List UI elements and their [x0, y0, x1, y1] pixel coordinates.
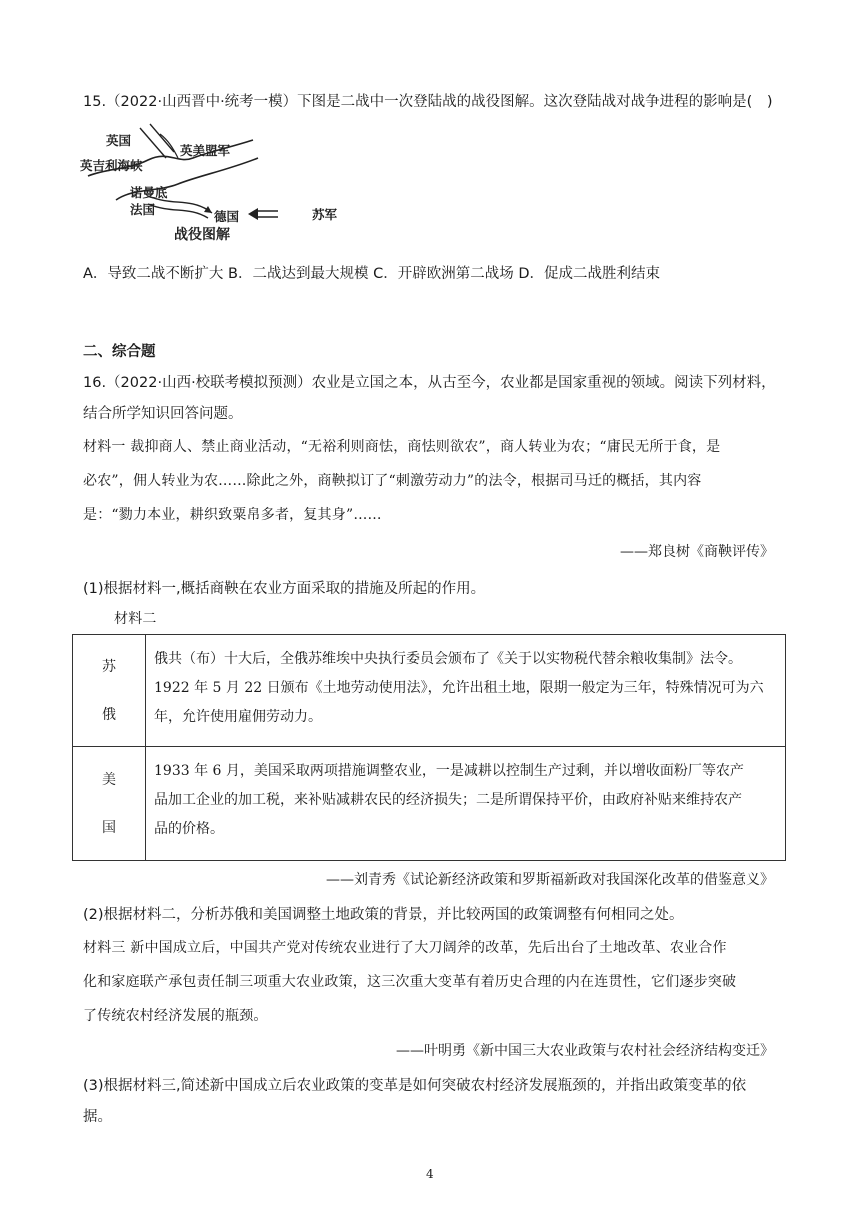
- q16-stem-line1: 16.（2022·山西·校联考模拟预测）农业是立国之本，从古至今，农业都是国家重视的领域。阅读下列材料，: [83, 375, 776, 391]
- label-germany: 德国: [214, 209, 240, 224]
- material3-line1: 材料三 新中国成立后，中国共产党对传统农业进行了大刀阔斧的改革，先后出台了土地改革、农业合作: [83, 940, 727, 956]
- material3-line3: 了传统农村经济发展的瓶颈。: [83, 1008, 268, 1024]
- material1-source: ——郑良树《商鞅评传》: [620, 544, 774, 560]
- section-title: 二、综合题: [83, 344, 156, 360]
- country-char: 国: [102, 819, 116, 836]
- q16-sub2: (2)根据材料二，分析苏俄和美国调整土地政策的背景，并比较两国的政策调整有何相同之处。: [83, 907, 684, 923]
- policy-line: 品的价格。: [154, 821, 224, 837]
- material3-line2: 化和家庭联产承包责任制三项重大农业政策，这三次重大变革有着历史合理的内在连贯性，它们逐步突破: [83, 974, 737, 990]
- label-channel: 英吉利海峡: [80, 158, 143, 173]
- country-cell: [73, 635, 146, 747]
- crossing-arrow-2: [150, 124, 174, 152]
- table-row: [73, 747, 786, 861]
- q16-sub1: (1)根据材料一,概括商鞅在农业方面采取的措施及所起的作用。: [83, 581, 486, 597]
- material1-line3: 是：“勠力本业，耕织致粟帛多者，复其身”……: [83, 507, 382, 523]
- country-cell: [73, 747, 146, 861]
- material2-title: 材料二: [114, 611, 157, 627]
- policy-line: 品加工企业的加工税，来补贴减耕农民的经济损失；二是所谓保持平价，由政府补贴来维持农产: [154, 792, 742, 808]
- policy-line: 俄共（布）十大后，全俄苏维埃中央执行委员会颁布了《关于以实物税代替余粮收集制》法令。: [154, 651, 742, 667]
- label-france: 法国: [130, 202, 156, 217]
- policy-line: 1933 年 6 月，美国采取两项措施调整农业，一是减耕以控制生产过剩，并以增收面粉厂等农产: [154, 763, 744, 779]
- diagram-caption: 战役图解: [174, 227, 230, 243]
- label-britain: 英国: [106, 133, 132, 148]
- country-char: 俄: [102, 706, 116, 723]
- material1-line2: 必农”，佣人转业为农……除此之外，商鞅拟订了“刺激劳动力”的法令，根据司马迁的概括，其内容: [83, 473, 702, 489]
- label-allied: 英美盟军: [180, 143, 231, 158]
- q15-stem: 15.（2022·山西晋中·统考一模）下图是二战中一次登陆战的战役图解。这次登陆战对战争进程的影响是( ): [83, 94, 773, 110]
- crossing-arrow-1: [140, 128, 166, 158]
- policy-line: 1922 年 5 月 22 日颁布《土地劳动使用法》，允许出租土地，限期一般定为三年，特殊情况可为六: [154, 680, 764, 696]
- label-normandy: 诺曼底: [130, 185, 168, 200]
- material1-line1: 材料一 裁抑商人、禁止商业活动，“无裕利则商怯，商怯则欲农”，商人转业为农；“庸民无所于食，是: [83, 439, 721, 455]
- material3-source: ——叶明勇《新中国三大农业政策与农村社会经济结构变迁》: [396, 1043, 774, 1059]
- q16-sub3-line2: 据。: [83, 1109, 112, 1125]
- table-row: [73, 635, 786, 747]
- page-number: 4: [426, 1167, 434, 1181]
- q16-sub3-line1: (3)根据材料三,简述新中国成立后农业政策的变革是如何突破农村经济发展瓶颈的，并指出政策变革的依: [83, 1078, 747, 1094]
- material2-source: ——刘青秀《试论新经济政策和罗斯福新政对我国深化改革的借鉴意义》: [326, 872, 774, 888]
- q16-stem-line2: 结合所学知识回答问题。: [83, 406, 243, 422]
- soviet-label: 苏军: [312, 207, 338, 222]
- country-char: 苏: [102, 658, 116, 675]
- policy-line: 年，允许使用雇佣劳动力。: [154, 709, 322, 725]
- policy-cell: [146, 635, 786, 747]
- country-char: 美: [102, 771, 116, 788]
- q15-options: A．导致二战不断扩大 B．二战达到最大规模 C．开辟欧洲第二战场 D．促成二战胜利结束: [83, 266, 660, 282]
- battle-diagram: [78, 118, 278, 246]
- policy-cell: [146, 747, 786, 861]
- material2-table: [72, 634, 786, 861]
